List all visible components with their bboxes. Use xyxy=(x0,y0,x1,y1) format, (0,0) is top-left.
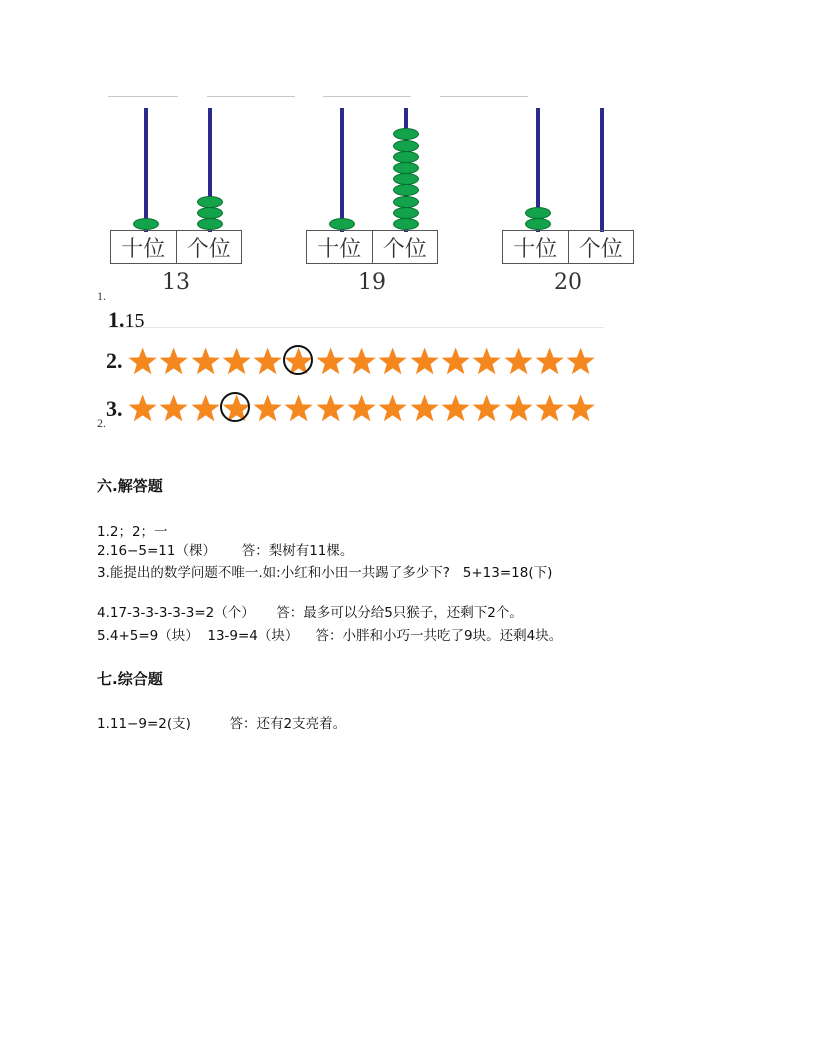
bead xyxy=(197,218,223,230)
abacus-number: 13 xyxy=(162,270,190,295)
bead xyxy=(197,207,223,219)
tens-rod xyxy=(340,108,344,232)
question-number-1: 1. xyxy=(97,289,106,303)
answer-line: 1.11−9=2(支) 答：还有2支亮着。 xyxy=(97,716,347,732)
bead xyxy=(329,218,355,230)
star-row-2 xyxy=(127,346,596,376)
top-rule xyxy=(323,96,411,97)
star-icon xyxy=(190,393,221,423)
answer-line: 4.17-3-3-3-3-3=2（个） 答：最多可以分给5只猴子，还剩下2个。 xyxy=(97,605,523,621)
bead xyxy=(393,140,419,152)
star-icon xyxy=(158,346,189,376)
star-icon xyxy=(471,346,502,376)
abacus xyxy=(110,100,242,300)
star-icon xyxy=(565,346,596,376)
tens-label: 十位 xyxy=(513,236,558,262)
bead xyxy=(525,207,551,219)
ones-label: 个位 xyxy=(568,231,634,263)
bead xyxy=(525,218,551,230)
place-value-labels xyxy=(110,230,242,264)
bead xyxy=(393,207,419,219)
abacus xyxy=(306,100,438,300)
bead xyxy=(393,162,419,174)
star-icon xyxy=(409,346,440,376)
star-row-3 xyxy=(127,393,596,423)
star-icon xyxy=(127,346,158,376)
bead xyxy=(393,128,419,140)
section-six-title: 六.解答题 xyxy=(97,477,163,495)
top-rule xyxy=(108,96,178,97)
star-icon xyxy=(346,346,377,376)
star-icon xyxy=(221,346,252,376)
star-icon xyxy=(503,393,534,423)
star-icon xyxy=(252,346,283,376)
place-value-labels xyxy=(306,230,438,264)
row1-value: 15 xyxy=(124,310,145,332)
bead xyxy=(393,184,419,196)
star-icon xyxy=(534,393,565,423)
abacus-number: 19 xyxy=(358,270,386,295)
star-icon xyxy=(471,393,502,423)
ones-rod xyxy=(600,108,604,232)
bead xyxy=(393,151,419,163)
answer-line: 2.16−5=11（棵） 答：梨树有11棵。 xyxy=(97,543,354,559)
question-number-2: 2. xyxy=(97,416,106,430)
abacus xyxy=(502,100,634,300)
star-icon xyxy=(440,346,471,376)
bead xyxy=(197,196,223,208)
star-icon xyxy=(346,393,377,423)
bead xyxy=(133,218,159,230)
star-icon xyxy=(440,393,471,423)
tens-rod xyxy=(144,108,148,232)
ones-label: 个位 xyxy=(176,231,242,263)
abacus-number: 20 xyxy=(554,270,582,295)
star-icon xyxy=(252,393,283,423)
circle-mark xyxy=(283,345,313,375)
star-icon xyxy=(409,393,440,423)
star-icon xyxy=(158,393,189,423)
star-icon xyxy=(127,393,158,423)
stars-top-rule xyxy=(108,327,604,328)
bead xyxy=(393,218,419,230)
star-icon xyxy=(377,393,408,423)
answer-line: 5.4+5=9（块） 13-9=4（块） 答：小胖和小巧一共吃了9块。还剩4块。 xyxy=(97,628,563,644)
star-icon xyxy=(283,393,314,423)
answer-line: 1.2；2；一 xyxy=(97,524,168,540)
star-icon xyxy=(534,346,565,376)
tens-label: 十位 xyxy=(121,236,166,262)
row2-label: 2. xyxy=(106,348,123,373)
row3-label: 3. xyxy=(106,396,123,421)
section-seven-title: 七.综合题 xyxy=(97,670,163,688)
bead xyxy=(393,196,419,208)
star-icon xyxy=(315,346,346,376)
star-icon xyxy=(503,346,534,376)
answer-line: 3.能提出的数学问题不唯一.如:小红和小田一共踢了多少下? 5+13=18(下) xyxy=(97,565,553,581)
star-icon xyxy=(315,393,346,423)
top-rule xyxy=(207,96,295,97)
place-value-labels xyxy=(502,230,634,264)
star-icon xyxy=(565,393,596,423)
row1 xyxy=(108,307,145,333)
bead xyxy=(393,173,419,185)
star-icon xyxy=(377,346,408,376)
star-icon xyxy=(190,346,221,376)
row1-label: 1. xyxy=(108,307,125,332)
ones-label: 个位 xyxy=(372,231,438,263)
top-rule xyxy=(440,96,528,97)
tens-label: 十位 xyxy=(317,236,362,262)
